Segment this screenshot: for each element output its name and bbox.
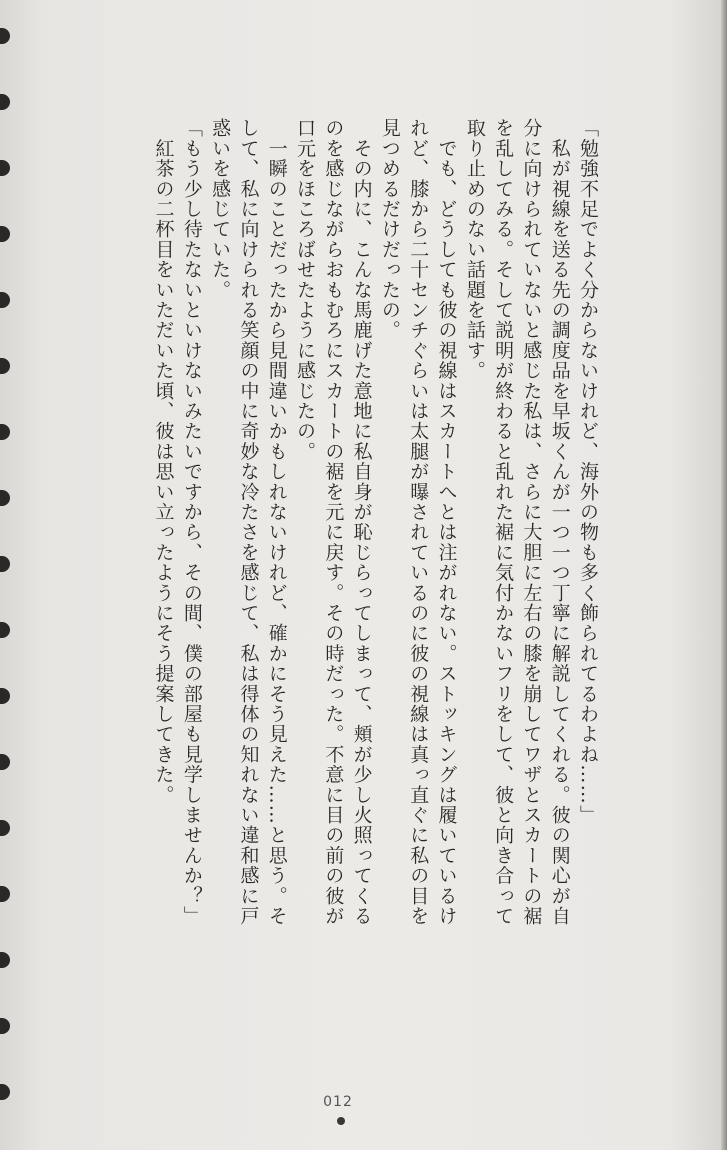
text-line: その内に、こんな馬鹿げた意地に私自身が恥じらってしまって、頬が少し火照ってくる [350,118,373,926]
binding-hole [0,358,10,374]
binding-hole [0,820,10,836]
page-number-dot [337,1117,345,1125]
binding-hole [0,1018,10,1034]
page-number: 012 [323,1094,353,1110]
text-line: を乱してみる。そして説明が終わると乱れた裾に気付かないフリをして、彼と向き合って [492,118,515,926]
binding-hole [0,94,10,110]
text-line: 取り止めのない話題を話す。 [463,118,486,381]
vertical-text-body [149,118,602,927]
text-line: 紅茶の二杯目をいただいた頃、彼は思い立ったようにそう提案してきた。 [152,118,175,805]
text-line: 一瞬のことだったから見間違いかもしれないけれど、確かにそう見えた……と思う。そ [265,118,288,926]
binding-hole [0,292,10,308]
text-line: れど、膝から二十センチぐらいは太腿が曝されているのに彼の視線は真っ直ぐに私の目を [407,118,430,926]
binding-hole [0,160,10,176]
page-edge [721,0,727,1150]
binding-hole [0,1084,10,1100]
binding-hole [0,952,10,968]
binding-hole [0,688,10,704]
binding-hole [0,226,10,242]
text-line: 口元をほころばせたように感じたの。 [294,118,317,462]
text-line: 「もう少し待たないといけないみたいですから、その間、僕の部屋も見学しませんか？」 [180,118,203,926]
binding-hole [0,622,10,638]
text-line: 私が視線を送る先の調度品を早坂くんが一つ一つ丁寧に解説してくれる。彼の関心が自 [548,118,571,926]
spiral-binding [0,0,22,1150]
text-line: して、私に向けられる笑顔の中に奇妙な冷たさを感じて、私は得体の知れない違和感に戸 [237,118,260,926]
text-line: 「勉強不足でよく分からないけれど、海外の物も多く飾られてるわよね……」 [577,118,599,825]
binding-hole [0,424,10,440]
binding-hole [0,754,10,770]
binding-hole [0,28,10,44]
text-line: 見つめるだけだったの。 [378,118,401,341]
text-line: 分に向けられていないと感じた私は、さらに大胆に左右の膝を崩してワザとスカートの裾 [520,118,543,926]
binding-hole [0,556,10,572]
binding-hole [0,886,10,902]
text-line: でも、どうしても彼の視線はスカートへとは注がれない。ストッキングは履いているけ [435,118,458,926]
text-line: のを感じながらおもむろにスカートの裾を元に戻す。その時だった。不意に目の前の彼が [322,118,345,927]
binding-hole [0,490,10,506]
text-line: 惑いを感じていた。 [209,118,232,300]
